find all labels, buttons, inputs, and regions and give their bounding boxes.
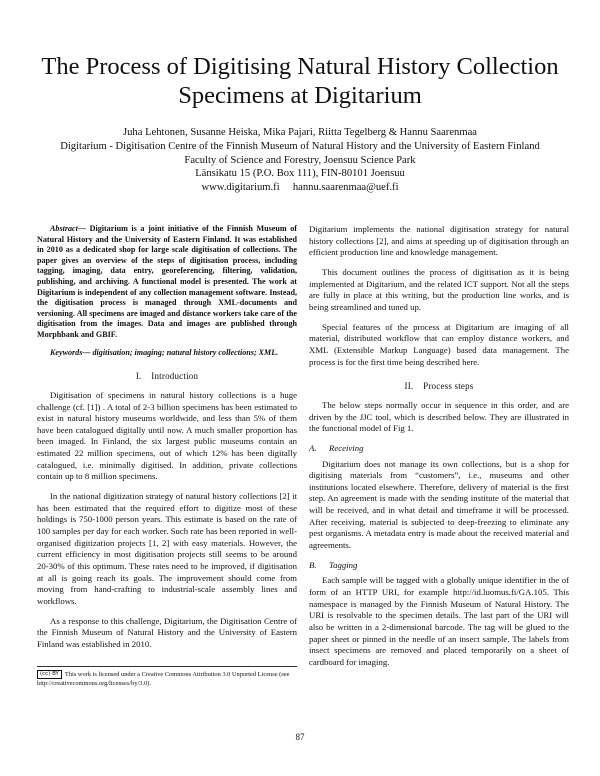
title-line-2: Specimens at Digitarium xyxy=(178,82,422,109)
tagging-paragraph: Each sample will be tagged with a globally unique identifier in the of form of an HTTP URI, for example http://id.luomus.fi/GA.105. This namespace is managed by the Finnish Museum of Natural History. The URI is resolvable to the specimen details. The last part of the URI will also be written in a 2-dimensional barcode. The tag will be glued to the paper sheet or pinned in the needle of an insect sample. The labels from insect specimens are removed and placed temporarily on a sheet of cardboard for imaging. xyxy=(309,575,569,667)
page-number: 87 xyxy=(295,732,305,742)
subsection-heading-receiving xyxy=(309,443,569,455)
address: Länsikatu 15 (P.O. Box 111), FIN-80101 Joensuu xyxy=(195,168,405,180)
intro-paragraph-3: As a response to this challenge, Digitarium, the Digitisation Centre of the Finnish Museum of Natural History and the University of Eastern Finland was established in 2010. xyxy=(37,615,297,649)
subsection-title: Tagging xyxy=(329,559,358,570)
receiving-paragraph: Digitarium does not manage its own collections, but is a shop for digitising materials from “customers”, i.e., museums and other institutions located elsewhere. Therefore, delivery of material is the first step. An agreement is made with the sending institute of the material that will be received, and in what detail and timeframe it will be processed. After receiving, material is subjected to deep-freezing to eliminate any pest organisms. A metadata entry is made about the received material and agreements. xyxy=(309,458,569,551)
steps-paragraph: The below steps normally occur in sequence in this order, and are driven by the JJC tool, which is described below. They are illustrated in the functional model of Fig 1. xyxy=(309,399,569,434)
section-heading-process-steps: II. Process steps xyxy=(404,381,474,392)
left-column xyxy=(37,224,297,651)
right-column xyxy=(309,224,569,669)
section-heading-introduction: I. Introduction xyxy=(135,371,199,382)
subsection-label: A. xyxy=(309,442,317,453)
keywords: Keywords— digitisation; imaging; natural history collections; XML. xyxy=(50,347,279,357)
right-paragraph-2: This document outlines the process of digitisation as it is being implemented at Digitarium, and the related ICT support. Not all the steps are fully in place at this writing, but the production line works, and is being streamlined and tuned up. xyxy=(309,266,569,312)
author-block xyxy=(40,126,560,195)
license-footnote xyxy=(37,666,297,688)
subsection-label: B. xyxy=(309,559,317,570)
subsection-heading-tagging xyxy=(309,560,569,572)
cc-by-badge-icon: (cc) BY xyxy=(37,670,62,679)
faculty: Faculty of Science and Forestry, Joensuu Science Park xyxy=(184,154,416,166)
abstract xyxy=(37,224,297,341)
right-paragraph-1: Digitarium implements the national digitisation strategy for natural history collections [2], and aims at speeding up of digitisation through an efficient production line and knowledge management. xyxy=(309,224,569,258)
author-names: Juha Lehtonen, Susanne Heiska, Mika Pajari, Riitta Tegelberg & Hannu Saarenmaa xyxy=(123,127,477,138)
abstract-lead: Abstract— xyxy=(50,224,86,233)
license-text: This work is licensed under a Creative Commons Attribution 3.0 Unported License (see http://creativecommons.org/licenses/by/3.0). xyxy=(37,670,290,687)
subsection-title: Receiving xyxy=(329,442,364,453)
intro-paragraph-2: In the national digitization strategy of natural history collections [2] it has been estimated that the required effort to digitize most of these holdings is 750-1000 person years. This estimate is based on the rate of 100 samples per day for each worker. Such rate has been reported in well-organised digitization projects [1, 2] with easy materials. However, the current efficiency in most digitisation projects still seems to be around 20-30% of this optimum. These rates need to be improved, if digitisation at all is going reach its goals. The improvement should come from moving from hand-crafting to industrial-scale assembly lines and workflows. xyxy=(37,491,297,606)
affiliation: Digitarium - Digitisation Centre of the Finnish Museum of Natural History and the University of Eastern Finland xyxy=(60,140,540,152)
right-paragraph-3: Special features of the process at Digitarium are imaging of all material, distributed workflow that can employ distance workers, and XML (Extensible Markup Language) based data management. The process is for the first time being described here. xyxy=(309,321,569,367)
paper-title xyxy=(40,52,560,110)
title-line-1: The Process of Digitising Natural History Collection xyxy=(41,53,559,80)
contact: www.digitarium.fi hannu.saarenmaa@uef.fi xyxy=(201,182,399,194)
intro-paragraph-1: Digitisation of specimens in natural history collections is a huge challenge (cf. [1]) . A total of 2-3 billion specimens has been estimated to exist in natural history museums worldwide, and less than 5% of them have been catalogued digitally until now. A much smaller proportion has been imaged. In Finland, the six largest public museums contain an estimated 22 million specimens, out of which 12% has been digitally catalogued, i.e. minimally digitised. In addition, private collections contain up to 8 million specimens. xyxy=(37,389,297,482)
abstract-body: Digitarium is a joint initiative of the Finnish Museum of Natural History and the University of Eastern Finland. It was established in 2010 as a dedicated shop for large scale digitisation of collections. The paper gives an overview of the steps of digitisation process, including tagging, imaging, data entry, georeferencing, filtering, validation, publishing, and archiving. A functional model is presented. The work at Digitarium is independent of any collection management software. Instead, the digitisation process is managed through XML-documents and versioning. All specimens are imaged and distance workers take care of the digitisation from the images. Data and images are published through Morphbank and GBIF. xyxy=(37,224,297,339)
